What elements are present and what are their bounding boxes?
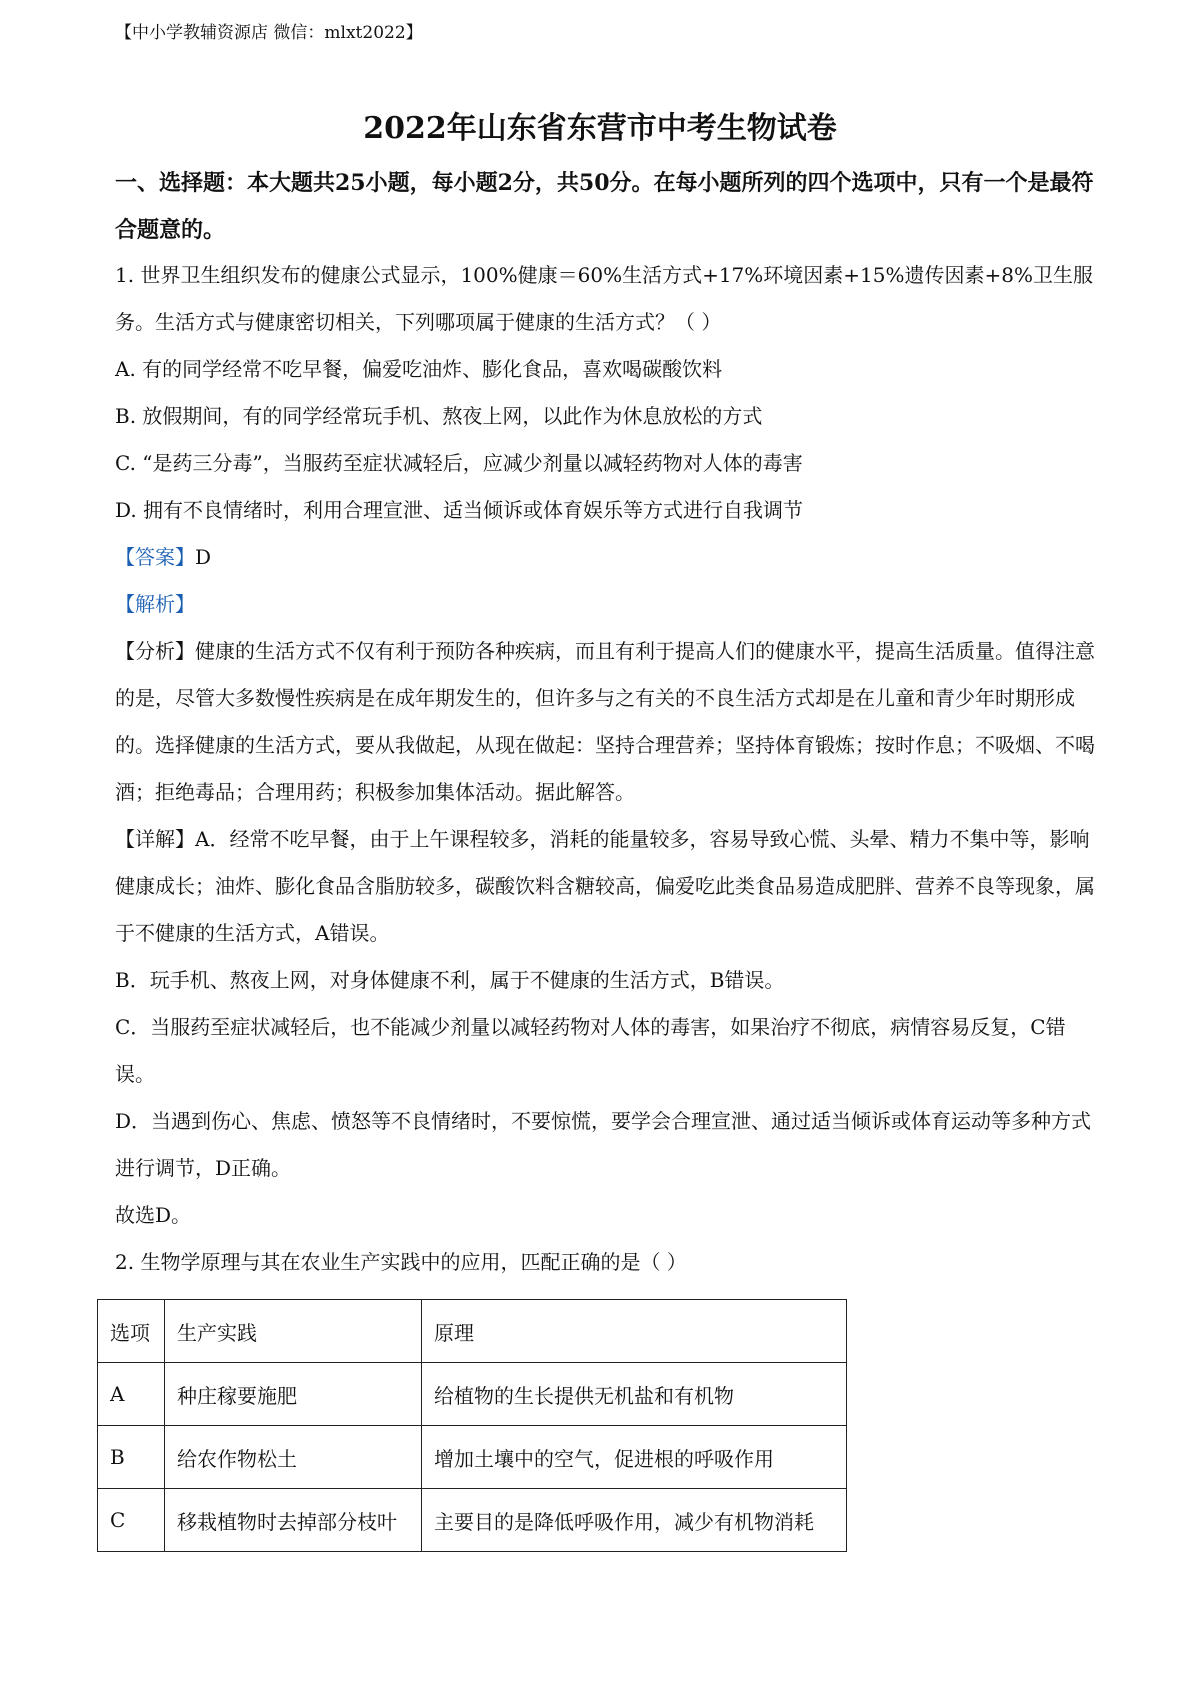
q1-option-a: A. 有的同学经常不吃早餐，偏爱吃油炸、膨化食品，喜欢喝碳酸饮料: [115, 357, 723, 381]
table-cell: 给植物的生长提供无机盐和有机物: [422, 1363, 847, 1426]
table-header-cell: 选项: [98, 1300, 165, 1363]
table-row: [98, 1363, 847, 1426]
section-heading: 一、选择题：本大题共25小题，每小题2分，共50分。在每小题所列的四个选项中，只有一个是最符合题意的。: [115, 170, 1094, 243]
exam-title: 2022年山东省东营市中考生物试卷: [363, 111, 837, 146]
table-header-cell: 生产实践: [165, 1300, 422, 1363]
q1-xiangjie-d: D．当遇到伤心、焦虑、愤怒等不良情绪时，不要惊慌，要学会合理宣泄、通过适当倾诉或体育运动等多种方式进行调节，D正确。: [115, 1109, 1092, 1180]
answer-value: D: [195, 545, 212, 569]
table-cell: 主要目的是降低呼吸作用，减少有机物消耗: [422, 1489, 847, 1552]
q1-option-c: C. “是药三分毒”，当服药至症状减轻后，应减少剂量以减轻药物对人体的毒害: [115, 451, 803, 475]
table-cell: 移栽植物时去掉部分枝叶: [165, 1489, 422, 1552]
question-1: [115, 252, 1100, 1286]
q1-xiangjie-c: C．当服药至症状减轻后，也不能减少剂量以减轻药物对人体的毒害，如果治疗不彻底，病情容易反复，C错误。: [115, 1015, 1066, 1086]
q1-fenxi: 【分析】健康的生活方式不仅有利于预防各种疾病，而且有利于提高人们的健康水平，提高生活质量。值得注意的是，尽管大多数慢性疾病是在成年期发生的，但许多与之有关的不良生活方式却是在儿童和青少年时期形成的。选择健康的生活方式，要从我做起，从现在做起：坚持合理营养；坚持体育锻炼；按时作息；不吸烟、不喝酒；拒绝毒品；合理用药；积极参加集体活动。据此解答。: [115, 639, 1095, 804]
q2-table: [97, 1299, 847, 1552]
q1-option-b: B. 放假期间，有的同学经常玩手机、熬夜上网，以此作为休息放松的方式: [115, 404, 763, 428]
q2-stem: 2. 生物学原理与其在农业生产实践中的应用，匹配正确的是（ ）: [115, 1250, 687, 1274]
table-row: [98, 1426, 847, 1489]
table-cell: A: [98, 1363, 165, 1426]
table-cell: 给农作物松土: [165, 1426, 422, 1489]
q1-xiangjie-b: B．玩手机、熬夜上网，对身体健康不利，属于不健康的生活方式，B错误。: [115, 968, 785, 992]
page-header: 【中小学教辅资源店 微信：mlxt2022】: [115, 23, 423, 43]
table-header-cell: 原理: [422, 1300, 847, 1363]
q1-option-d: D. 拥有不良情绪时，利用合理宣泄、适当倾诉或体育娱乐等方式进行自我调节: [115, 498, 804, 522]
analysis-label: 【解析】: [115, 592, 195, 616]
table-cell: C: [98, 1489, 165, 1552]
table-cell: 种庄稼要施肥: [165, 1363, 422, 1426]
q1-conclusion: 故选D。: [115, 1203, 192, 1227]
q1-answer: [115, 534, 1100, 581]
table-row: [98, 1489, 847, 1552]
q1-stem: 1. 世界卫生组织发布的健康公式显示，100%健康＝60%生活方式+17%环境因素+15%遗传因素+8%卫生服务。生活方式与健康密切相关，下列哪项属于健康的生活方式？（ ）: [115, 263, 1093, 334]
table-cell: B: [98, 1426, 165, 1489]
table-cell: 增加土壤中的空气，促进根的呼吸作用: [422, 1426, 847, 1489]
answer-label: 【答案】: [115, 545, 195, 569]
q1-xiangjie-a: 【详解】A．经常不吃早餐，由于上午课程较多，消耗的能量较多，容易导致心慌、头晕、精力不集中等，影响健康成长；油炸、膨化食品含脂肪较多，碳酸饮料含糖较高，偏爱吃此类食品易造成肥胖、营养不良等现象，属于不健康的生活方式，A错误。: [115, 827, 1095, 945]
table-header-row: [98, 1300, 847, 1363]
